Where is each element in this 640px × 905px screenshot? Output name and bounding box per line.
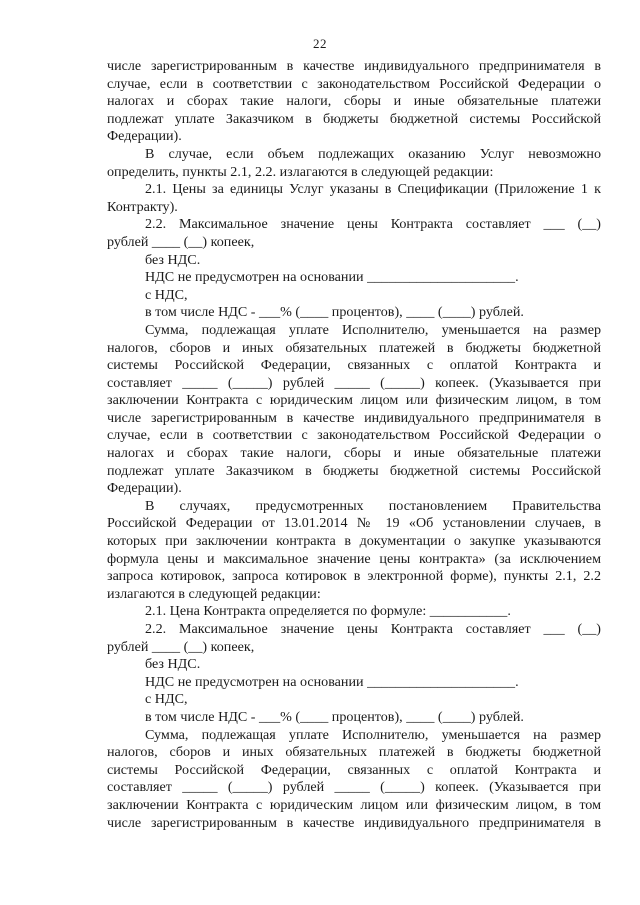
text-line: заключении Контракта с юридическим лицом или физическим лицом, в том: [107, 796, 601, 813]
text-line: 2.2. Максимальное значение цены Контракта составляет ___ (__): [145, 216, 601, 233]
text-line: формула цены и максимальное значение цены контракта» (за исключением: [107, 550, 601, 567]
text-line: без НДС.: [145, 251, 201, 268]
text-line: Федерации).: [107, 480, 182, 497]
text-line: Контракту).: [107, 198, 178, 215]
text-line: Сумма, подлежащая уплате Исполнителю, уменьшается на размер: [145, 321, 601, 338]
text-line: составляет _____ (_____) рублей _____ (_____) копеек. (Указывается при: [107, 374, 601, 391]
text-line: 2.1. Цены за единицы Услуг указаны в Спецификации (Приложение 1 к: [145, 181, 601, 198]
text-line: подлежат уплате Заказчиком в бюджеты бюджетной системы Российской: [107, 462, 601, 479]
text-line: составляет _____ (_____) рублей _____ (_____) копеек. (Указывается при: [107, 779, 601, 796]
text-line: с НДС,: [145, 691, 188, 708]
text-line: запроса котировок, запроса котировок в электронной форме), пункты 2.1, 2.2: [107, 568, 601, 585]
text-line: числе зарегистрированным в качестве индивидуального предпринимателя в: [107, 409, 601, 426]
text-line: числе зарегистрированным в качестве индивидуального предпринимателя в: [107, 814, 601, 831]
text-line: подлежат уплате Заказчиком в бюджеты бюджетной системы Российской: [107, 110, 601, 127]
text-line: в том числе НДС - ___% (____ процентов), ____ (____) рублей.: [145, 304, 524, 321]
text-line: случае, если в соответствии с законодательством Российской Федерации о: [107, 427, 601, 444]
text-line: налогов, сборов и иных обязательных платежей в бюджеты бюджетной: [107, 339, 601, 356]
text-line: рублей ____ (__) копеек,: [107, 638, 255, 655]
text-line: НДС не предусмотрен на основании _____________________.: [145, 673, 519, 690]
text-line: которых при заключении контракта в документации о закупке указываются: [107, 533, 601, 550]
text-line: В случаях, предусмотренных постановлением Правительства: [145, 497, 601, 514]
text-line: Российской Федерации от 13.01.2014 № 19 «Об установлении случаев, в: [107, 515, 601, 532]
text-line: числе зарегистрированным в качестве индивидуального предпринимателя в: [107, 58, 601, 74]
text-line: системы Российской Федерации, связанных с оплатой Контракта и: [107, 761, 601, 778]
text-line: 2.2. Максимальное значение цены Контракта составляет ___ (__): [145, 621, 601, 637]
page-number: 22: [313, 36, 327, 51]
text-line: налогах и сборах такие налоги, сборы и иные обязательные платежи: [107, 445, 601, 462]
text-line: налогов, сборов и иных обязательных платежей в бюджеты бюджетной: [107, 744, 601, 761]
text-line: излагаются в следующей редакции:: [107, 585, 321, 602]
text-line: НДС не предусмотрен на основании _____________________.: [145, 269, 519, 286]
text-line: заключении Контракта с юридическим лицом или физическим лицом, в том: [107, 392, 601, 409]
text-line: без НДС.: [145, 656, 201, 673]
text-line: случае, если в соответствии с законодательством Российской Федерации о: [107, 75, 601, 92]
text-line: налогах и сборах такие налоги, сборы и иные обязательные платежи: [107, 93, 601, 110]
text-line: с НДС,: [145, 286, 188, 303]
text-line: Сумма, подлежащая уплате Исполнителю, уменьшается на размер: [145, 726, 601, 743]
text-line: в том числе НДС - ___% (____ процентов), ____ (____) рублей.: [145, 708, 524, 725]
text-line: системы Российской Федерации, связанных с оплатой Контракта и: [107, 357, 601, 374]
text-line: определить, пункты 2.1, 2.2. излагаются в следующей редакции:: [107, 163, 494, 180]
text-line: 2.1. Цена Контракта определяется по формуле: ___________.: [145, 603, 511, 620]
text-line: В случае, если объем подлежащих оказанию Услуг невозможно: [145, 145, 601, 162]
body-text: [107, 58, 601, 832]
text-line: рублей ____ (__) копеек,: [107, 233, 255, 250]
text-line: Федерации).: [107, 128, 182, 145]
